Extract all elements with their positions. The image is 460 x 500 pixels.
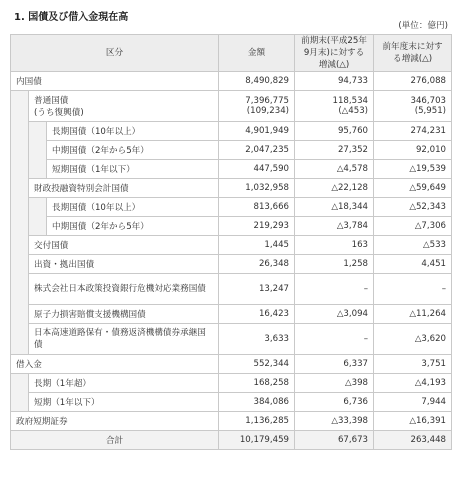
row-amount: 447,590 [219,160,295,179]
header-category: 区分 [11,35,219,72]
table-row [11,141,452,160]
row-change-fy: 92,010 [374,141,452,160]
row-label: 中期国債（2年から5年） [47,141,219,160]
row-label-line2: (うち復興債) [34,108,84,118]
row-amount: 813,666 [219,198,295,217]
row-change-period-line1: 118,534 [332,96,369,106]
row-amount: 1,445 [219,236,295,255]
row-change-fy: △11,264 [374,305,452,324]
row-change-period: – [295,274,374,305]
row-change-period [295,91,374,122]
row-change-fy: △59,649 [374,179,452,198]
table-row [11,179,452,198]
table-row [11,412,452,431]
table-row [11,198,452,217]
row-change-period: 27,352 [295,141,374,160]
row-change-fy: △3,620 [374,324,452,355]
table-row [11,324,452,355]
row-amount: 8,490,829 [219,72,295,91]
header-change-prev-fy: 前年度末に対する増減(△) [374,35,452,72]
row-change-fy: 276,088 [374,72,452,91]
row-label: 株式会社日本政策投資銀行危機対応業務国債 [29,274,219,305]
row-change-period: 1,258 [295,255,374,274]
row-change-period: 6,736 [295,393,374,412]
row-indent [11,374,29,412]
row-label: 出資・拠出国債 [29,255,219,274]
row-change-period: △3,784 [295,217,374,236]
row-amount: 384,086 [219,393,295,412]
row-amount-line2: (109,234) [246,106,290,116]
row-change-fy: △19,539 [374,160,452,179]
row-change-fy: 7,944 [374,393,452,412]
row-change-period-line2: (△453) [338,106,369,116]
row-change-fy: 4,451 [374,255,452,274]
row-label: 政府短期証券 [11,412,219,431]
row-amount: 4,901,949 [219,122,295,141]
row-label: 長期（1年超） [29,374,219,393]
total-label: 合計 [11,431,219,450]
total-amount: 10,179,459 [219,431,295,450]
row-change-fy [374,91,452,122]
page-title: 1. 国債及び借入金現在高 [14,12,129,23]
row-change-fy: △16,391 [374,412,452,431]
row-label: 交付国債 [29,236,219,255]
row-change-fy: △7,306 [374,217,452,236]
row-change-period: △33,398 [295,412,374,431]
row-indent [11,91,29,355]
row-change-period: △22,128 [295,179,374,198]
row-label [29,91,219,122]
row-label: 短期国債（1年以下） [47,160,219,179]
table-row [11,160,452,179]
table-row [11,393,452,412]
row-amount: 168,258 [219,374,295,393]
row-label-line1: 普通国債 [34,96,69,106]
unit-note: (単位：億円) [398,21,448,31]
row-change-fy: △4,193 [374,374,452,393]
row-amount [219,91,295,122]
table-row [11,355,452,374]
row-change-fy: 3,751 [374,355,452,374]
row-change-period: 163 [295,236,374,255]
total-row [11,431,452,450]
row-change-period: △398 [295,374,374,393]
row-change-fy-line2: (5,951) [414,106,447,116]
row-label: 財政投融資特別会計国債 [29,179,219,198]
row-amount: 26,348 [219,255,295,274]
table-row [11,255,452,274]
row-label: 日本高速道路保有・債務返済機構債券承継国債 [29,324,219,355]
row-label: 借入金 [11,355,219,374]
row-change-fy-line1: 346,703 [410,96,447,106]
row-label: 中期国債（2年から5年） [47,217,219,236]
row-label: 内国債 [11,72,219,91]
table-row [11,91,452,122]
table-row [11,72,452,91]
row-amount: 1,032,958 [219,179,295,198]
row-change-fy: △52,343 [374,198,452,217]
table-row [11,217,452,236]
row-amount: 2,047,235 [219,141,295,160]
table-row [11,374,452,393]
row-change-fy: △533 [374,236,452,255]
row-amount: 552,344 [219,355,295,374]
table-row [11,122,452,141]
row-change-period: △4,578 [295,160,374,179]
row-label: 原子力損害賠償支援機構国債 [29,305,219,324]
table-row [11,274,452,305]
row-change-period: △18,344 [295,198,374,217]
row-amount: 3,633 [219,324,295,355]
row-amount: 219,293 [219,217,295,236]
row-amount-line1: 7,396,775 [245,96,290,106]
row-change-period: △3,094 [295,305,374,324]
header-amount: 金額 [219,35,295,72]
row-amount: 16,423 [219,305,295,324]
row-label: 長期国債（10年以上） [47,122,219,141]
row-indent [29,198,47,236]
row-change-fy: 274,231 [374,122,452,141]
row-change-period: 95,760 [295,122,374,141]
table-row [11,236,452,255]
row-indent [29,122,47,179]
row-amount: 13,247 [219,274,295,305]
total-change-period: 67,673 [295,431,374,450]
row-change-period: 6,337 [295,355,374,374]
header-change-prev-period: 前期末(平成25年9月末)に対する増減(△) [295,35,374,72]
row-change-period: – [295,324,374,355]
row-label: 長期国債（10年以上） [47,198,219,217]
row-amount: 1,136,285 [219,412,295,431]
table-row [11,305,452,324]
row-change-fy: – [374,274,452,305]
total-change-fy: 263,448 [374,431,452,450]
row-change-period: 94,733 [295,72,374,91]
debt-table [10,34,452,450]
row-label: 短期（1年以下） [29,393,219,412]
